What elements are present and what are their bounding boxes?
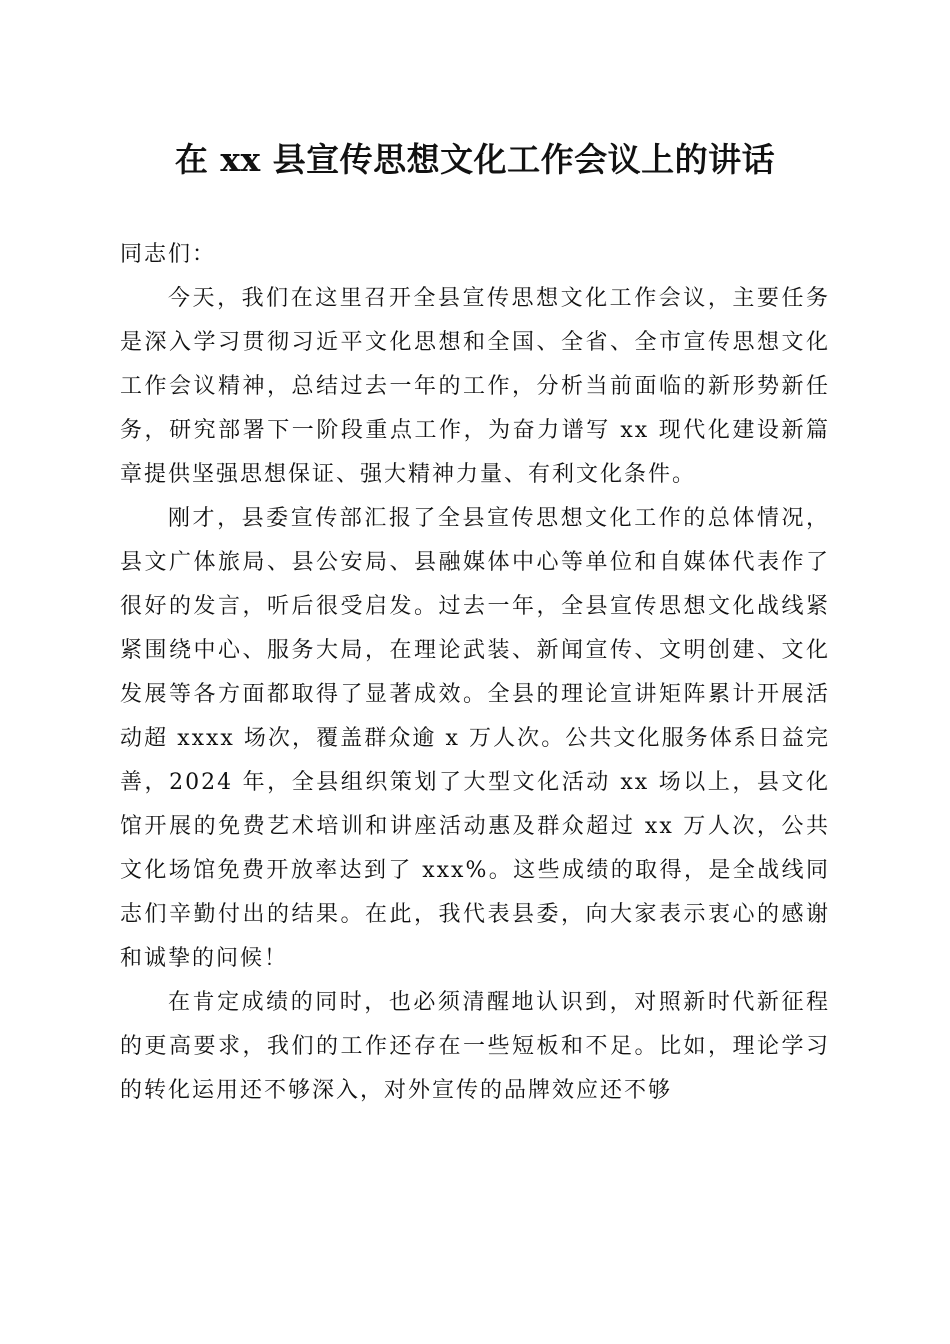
paragraph-shortcomings: 在肯定成绩的同时，也必须清醒地认识到，对照新时代新征程的更高要求，我们的工作还存在一些短板和不足。比如，理论学习的转化运用还不够深入，对外宣传的品牌效应还不够	[120, 990, 830, 1103]
document-body	[120, 233, 830, 1113]
salutation: 同志们：	[120, 242, 217, 267]
document-title: 在 xx 县宣传思想文化工作会议上的讲话	[174, 140, 776, 179]
paragraph-opening: 今天，我们在这里召开全县宣传思想文化工作会议，主要任务是深入学习贯彻习近平文化思想和全国、全省、全市宣传思想文化工作会议精神，总结过去一年的工作，分析当前面临的新形势新任务，研究部署下一阶段重点工作，为奋力谱写 xx 现代化建设新篇章提供坚强思想保证、强大精神力量、有利文化条件。	[120, 286, 830, 487]
paragraph-achievements: 刚才，县委宣传部汇报了全县宣传思想文化工作的总体情况，县文广体旅局、县公安局、县融媒体中心等单位和自媒体代表作了很好的发言，听后很受启发。过去一年，全县宣传思想文化战线紧紧围绕中心、服务大局，在理论武装、新闻宣传、文明创建、文化发展等各方面都取得了显著成效。全县的理论宣讲矩阵累计开展活动超 xxxx 场次，覆盖群众逾 x 万人次。公共文化服务体系日益完善，2024 年，全县组织策划了大型文化活动 xx 场以上，县文化馆开展的免费艺术培训和讲座活动惠及群众超过 xx 万人次，公共文化场馆免费开放率达到了 xxx%。这些成绩的取得，是全战线同志们辛勤付出的结果。在此，我代表县委，向大家表示衷心的感谢和诚挚的问候！	[120, 506, 830, 971]
